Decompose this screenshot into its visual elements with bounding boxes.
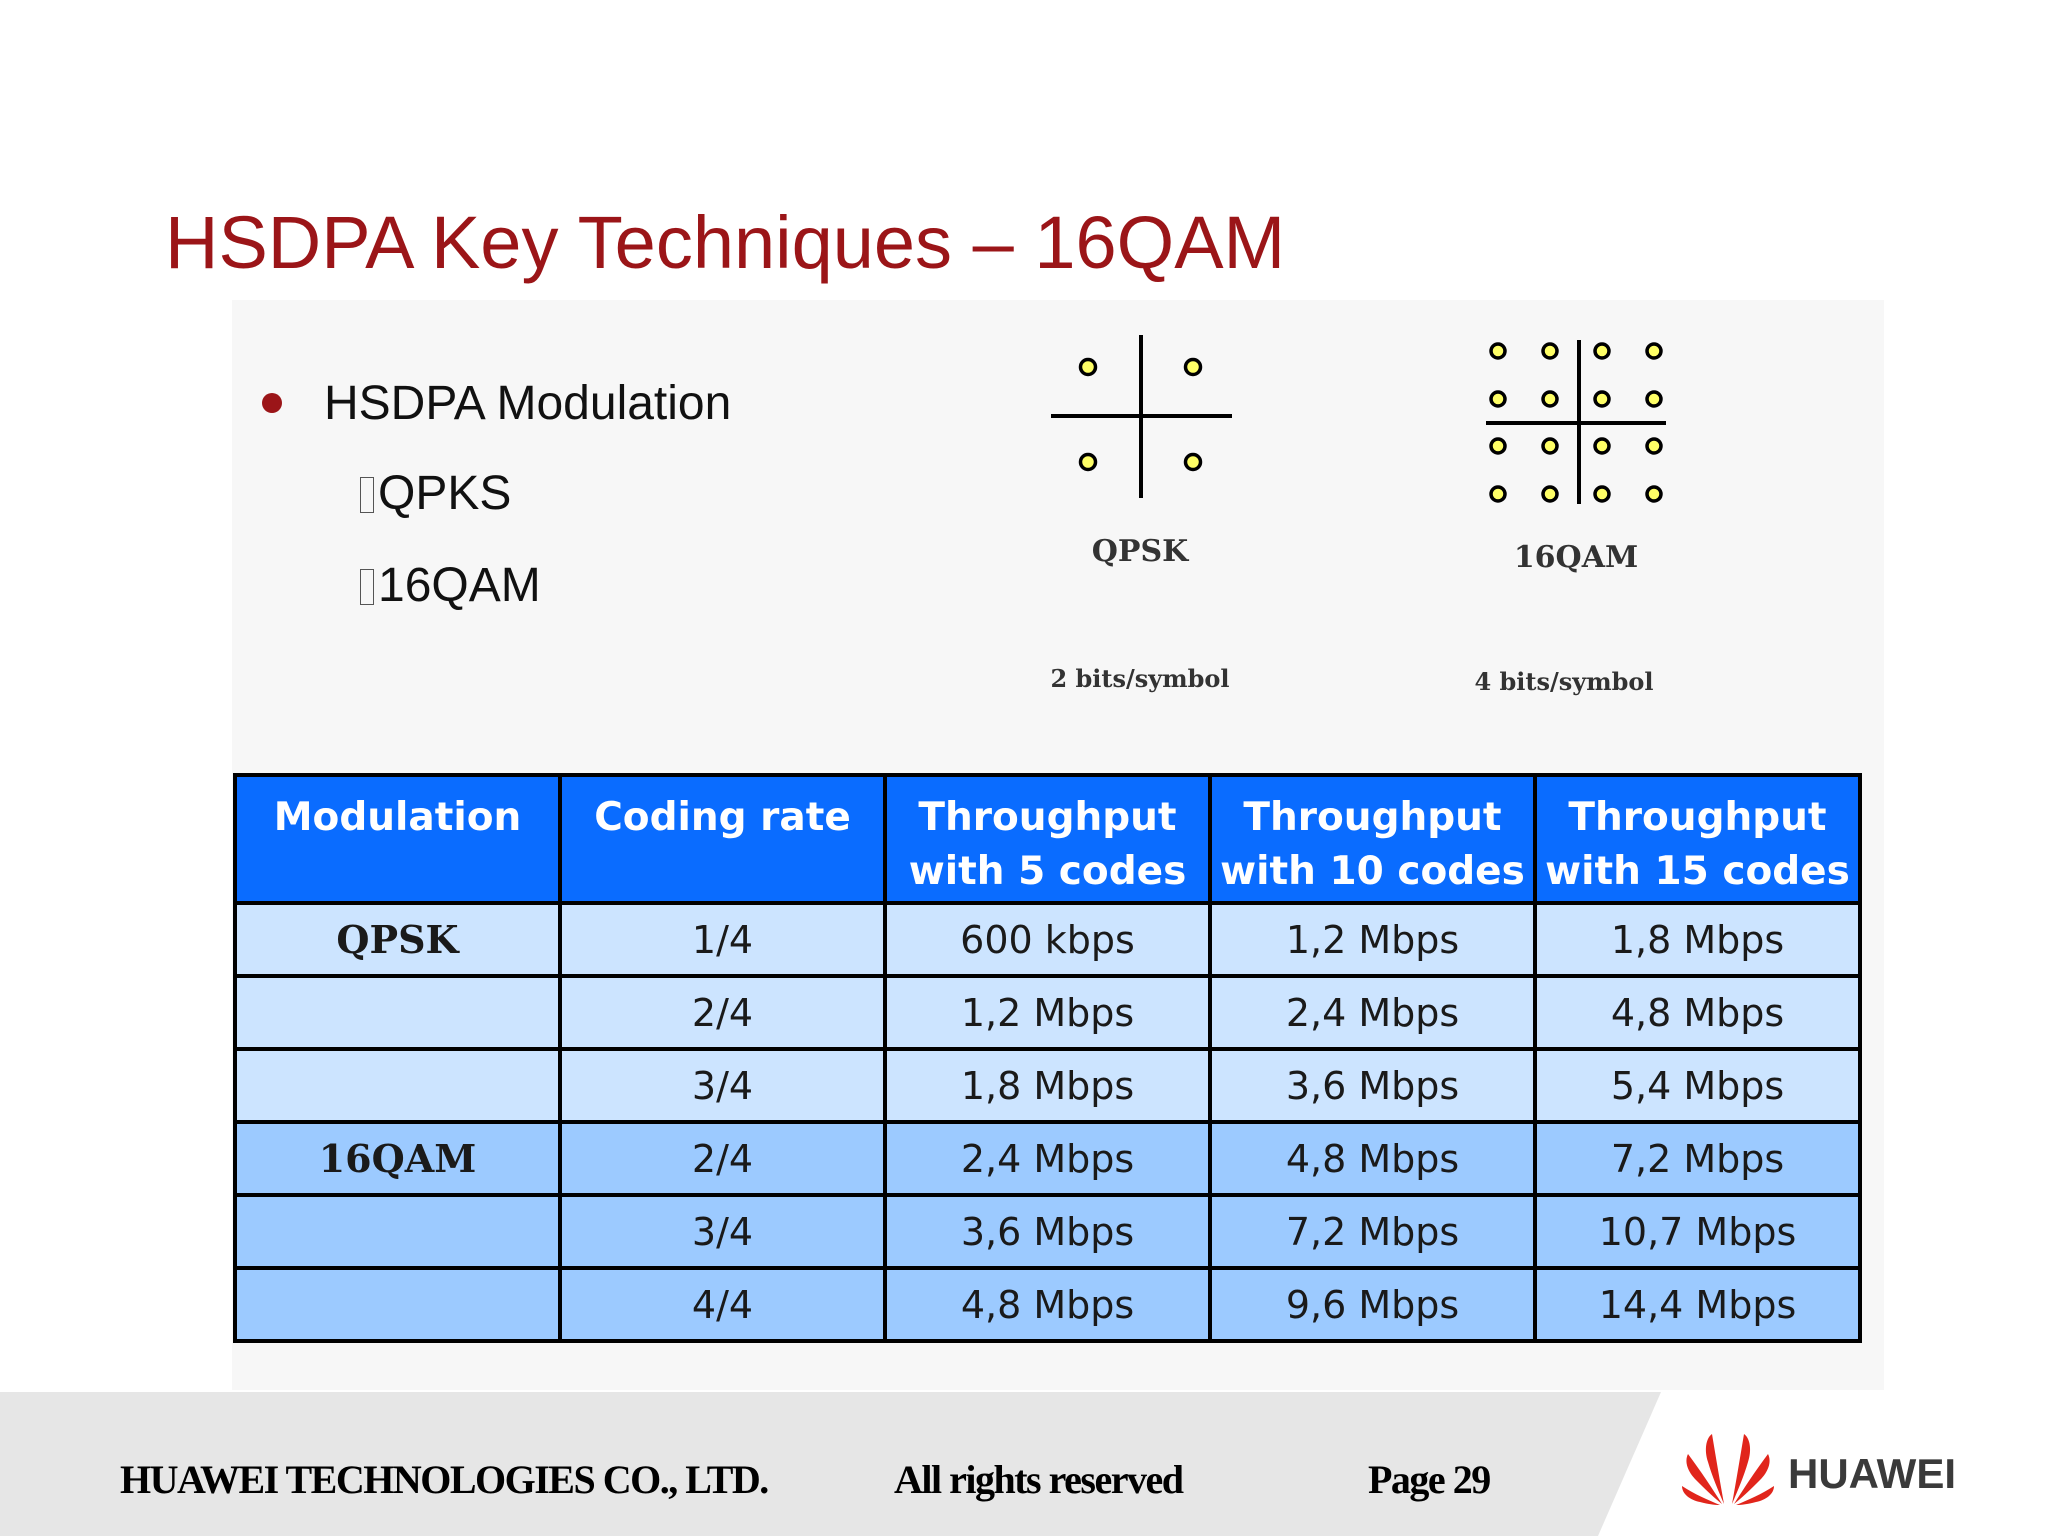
constellation-point [1186,360,1201,375]
16qam-constellation-diagram [1476,334,1672,510]
constellation-point [1081,360,1096,375]
table-cell: 7,2 Mbps [1535,1122,1860,1195]
constellation-point [1647,392,1661,406]
header-line: Modulation [273,795,522,840]
header-throughput-10 [1210,775,1535,903]
throughput-table [233,773,1862,1343]
constellation-point [1186,455,1201,470]
table-cell: 14,4 Mbps [1535,1268,1860,1341]
header-coding-rate [560,775,885,903]
table-cell: 5,4 Mbps [1535,1049,1860,1122]
missing-glyph-icon [360,477,374,513]
constellation-point [1491,439,1505,453]
missing-glyph-icon [360,569,374,605]
header-line: Throughput [1243,795,1502,840]
table-cell: 600 kbps [885,903,1210,976]
table-cell: 4,8 Mbps [1535,976,1860,1049]
constellation-point [1543,392,1557,406]
bullet-text: HSDPA Modulation [324,376,732,430]
table-cell: 3,6 Mbps [885,1195,1210,1268]
table-cell: 3,6 Mbps [1210,1049,1535,1122]
slide-title: HSDPA Key Techniques – 16QAM [165,201,1286,284]
table-cell: 16QAM [235,1122,560,1195]
table-cell: 4,8 Mbps [885,1268,1210,1341]
qpsk-constellation-diagram [1046,330,1236,500]
table-cell: 2/4 [560,1122,885,1195]
table-header-row [235,775,1860,903]
constellation-point [1595,392,1609,406]
table-cell: 3/4 [560,1195,885,1268]
header-line: Coding rate [594,795,851,840]
table-cell [235,1268,560,1341]
footer-page-number: Page 29 [1368,1457,1490,1502]
table-cell: 2,4 Mbps [1210,976,1535,1049]
constellation-point [1647,439,1661,453]
constellation-point [1543,344,1557,358]
table-row [235,1268,1860,1341]
header-modulation [235,775,560,903]
constellation-point [1543,439,1557,453]
table-row [235,903,1860,976]
table-row [235,976,1860,1049]
table-cell: 4,8 Mbps [1210,1122,1535,1195]
table-cell: 1,8 Mbps [885,1049,1210,1122]
table-cell: 1/4 [560,903,885,976]
huawei-logo-icon [1680,1430,1776,1506]
constellation-point [1595,439,1609,453]
table-cell: 7,2 Mbps [1210,1195,1535,1268]
sub-item-qpks [360,466,511,521]
table-cell: 10,7 Mbps [1535,1195,1860,1268]
bullet-dot-icon [262,393,282,413]
16qam-label: 16QAM [1513,540,1639,575]
table-cell [235,976,560,1049]
table-cell: QPSK [235,903,560,976]
huawei-brand-name: HUAWEI [1788,1450,1956,1497]
header-throughput-5 [885,775,1210,903]
table-row [235,1049,1860,1122]
header-line: Throughput [918,795,1177,840]
header-line: with 10 codes [1220,849,1525,894]
table-cell: 2,4 Mbps [885,1122,1210,1195]
sub-item-label: QPKS [378,467,512,520]
table-cell [235,1049,560,1122]
constellation-point [1595,487,1609,501]
table-cell: 4/4 [560,1268,885,1341]
constellation-point [1647,487,1661,501]
table-row [235,1195,1860,1268]
constellation-point [1491,344,1505,358]
qpsk-rate-label: 2 bits/symbol [1050,664,1230,693]
constellation-point [1081,455,1096,470]
header-line: Throughput [1568,795,1827,840]
table-cell: 9,6 Mbps [1210,1268,1535,1341]
table-cell [235,1195,560,1268]
footer-company: HUAWEI TECHNOLOGIES CO., LTD. [120,1457,768,1502]
16qam-rate-label: 4 bits/symbol [1474,667,1654,696]
sub-item-label: 16QAM [378,559,541,612]
table-cell: 2/4 [560,976,885,1049]
constellation-point [1543,487,1557,501]
table-row [235,1122,1860,1195]
table-cell: 1,2 Mbps [885,976,1210,1049]
table-cell: 3/4 [560,1049,885,1122]
header-throughput-15 [1535,775,1860,903]
constellation-point [1491,392,1505,406]
table-cell: 1,2 Mbps [1210,903,1535,976]
header-line: with 5 codes [908,849,1187,894]
constellation-point [1491,487,1505,501]
header-line: with 15 codes [1545,849,1850,894]
constellation-point [1595,344,1609,358]
bullet-item [262,372,731,434]
footer-rights: All rights reserved [894,1457,1183,1502]
constellation-point [1647,344,1661,358]
qpsk-label: QPSK [1091,534,1189,569]
sub-item-16qam [360,558,541,613]
table-cell: 1,8 Mbps [1535,903,1860,976]
